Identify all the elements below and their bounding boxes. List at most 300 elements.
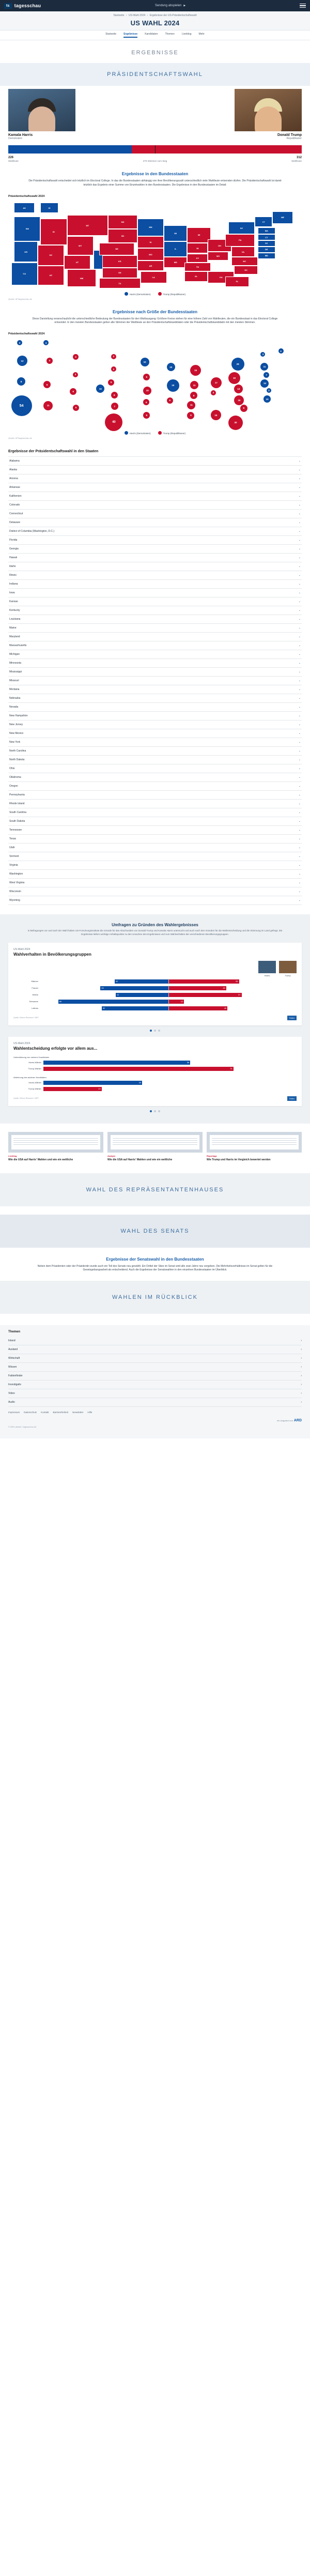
state-accordion-row[interactable]	[8, 650, 302, 659]
bubble-NJ[interactable]: 14	[260, 379, 269, 388]
bubble-MI[interactable]: 15	[190, 365, 201, 376]
mini-candidate-harris	[258, 961, 276, 977]
state-accordion-row[interactable]	[8, 606, 302, 615]
state-accordion-row[interactable]	[8, 641, 302, 650]
state-AL[interactable]: AL	[184, 271, 208, 282]
teaser-card[interactable]	[8, 1132, 103, 1162]
card2-share-button[interactable]: Teilen	[287, 1096, 297, 1101]
bubble-LA[interactable]: 8	[143, 412, 150, 419]
card1-share-button[interactable]: Teilen	[287, 1016, 297, 1020]
reason-label: Trump-Wähler	[28, 1067, 41, 1070]
state-OH[interactable]: OH	[208, 239, 231, 252]
dot-1[interactable]	[154, 1030, 156, 1032]
reason-row	[13, 1081, 297, 1085]
state-IN[interactable]: IN	[187, 243, 208, 253]
bubble-OH[interactable]: 17	[211, 377, 222, 388]
state-WY[interactable]: WY	[67, 236, 94, 255]
bubble-MT[interactable]: 4	[73, 354, 79, 360]
ard-logo	[8, 1414, 302, 1422]
footer-item-label: Video	[8, 1392, 15, 1395]
bubble-SD[interactable]: 3	[111, 366, 116, 372]
bubble-AR[interactable]: 6	[143, 399, 149, 405]
candidate-photo-trump	[235, 89, 302, 131]
state-AR[interactable]: AR	[137, 260, 164, 271]
bubble-CT[interactable]: 7	[264, 372, 269, 378]
chevron-down-icon: ⌄	[298, 503, 301, 507]
bubble-NM[interactable]: 5	[73, 405, 79, 411]
state-accordion-label: Oregon	[9, 785, 18, 788]
reason-row	[13, 1067, 297, 1071]
state-accordion-label: Kalifornien	[9, 495, 22, 498]
bubble-HI[interactable]: 4	[43, 340, 49, 345]
state-accordion-row[interactable]	[8, 457, 302, 466]
bubble-SC[interactable]: 9	[240, 405, 247, 412]
mini-photo-harris	[258, 961, 276, 973]
state-accordion-label: Wyoming	[9, 899, 20, 902]
electoral-sublabel-right: Wahlleute	[291, 160, 302, 162]
bubble-IN[interactable]: 11	[190, 381, 198, 389]
footer	[0, 1325, 310, 1438]
chevron-down-icon: ⌄	[298, 635, 301, 638]
chevron-down-icon: ⌄	[298, 600, 301, 603]
state-AZ[interactable]: AZ	[38, 266, 64, 285]
state-LA[interactable]: LA	[141, 271, 167, 284]
reason-row	[13, 1087, 297, 1091]
vs-divider	[75, 130, 235, 140]
voter-group-label: Männer	[31, 980, 38, 983]
state-NM[interactable]: NM	[67, 269, 97, 287]
state-accordion-row[interactable]	[8, 668, 302, 677]
dot-2[interactable]	[158, 1030, 160, 1032]
state-accordion-row[interactable]	[8, 887, 302, 896]
state-accordion-row[interactable]	[8, 554, 302, 562]
bubble-DE[interactable]: 3	[267, 388, 271, 393]
chevron-right-icon: ›	[301, 1374, 302, 1377]
chevron-down-icon: ⌄	[298, 855, 301, 858]
state-ND[interactable]: ND	[108, 215, 137, 229]
card2-block1-label: Unterstützung von meinem Kandidaten	[13, 1055, 50, 1059]
nav-item-ergebnisse[interactable]: Ergebnisse	[123, 33, 137, 38]
state-accordion-row[interactable]	[8, 879, 302, 887]
state-accordion-label: Maine	[9, 626, 17, 630]
card2-block2-bars	[13, 1081, 297, 1091]
state-accordion-row[interactable]	[8, 677, 302, 685]
nav-item-liveblog[interactable]: Liveblog	[181, 33, 192, 36]
bar-rep	[169, 1000, 184, 1004]
state-accordion-row[interactable]	[8, 747, 302, 756]
bubble-TN[interactable]: 11	[187, 401, 195, 409]
bubble-NC[interactable]: 16	[234, 395, 244, 405]
brand-area[interactable]	[4, 3, 41, 9]
bubble-MA[interactable]: 11	[260, 363, 268, 371]
footer-item[interactable]	[8, 1372, 302, 1381]
state-accordion-row[interactable]	[8, 527, 302, 536]
teaser-title: Wie die USA auf Harris' Wahlen und wie ein weltliche	[8, 1158, 73, 1161]
bubble-OR[interactable]: 8	[17, 377, 25, 386]
footer-link[interactable]: Newsletter	[72, 1411, 84, 1414]
state-accordion-row[interactable]	[8, 492, 302, 501]
state-TN[interactable]: TN	[184, 263, 211, 271]
state-accordion-row[interactable]	[8, 826, 302, 835]
state-accordion-label: Iowa	[9, 591, 15, 594]
nav-item-startseite[interactable]: Startseite	[105, 33, 117, 36]
chevron-down-icon: ⌄	[298, 477, 301, 480]
state-MT[interactable]: MT	[67, 215, 109, 236]
state-AK[interactable]: AK	[14, 203, 35, 213]
map-caption: Präsidentschaftswahl 2024	[8, 194, 45, 198]
state-GA[interactable]: GA	[208, 271, 234, 284]
state-NY[interactable]: NY	[228, 222, 255, 234]
chevron-down-icon: ⌄	[298, 811, 301, 814]
bubble-legend-dem: Harris (Demokraten)	[125, 431, 151, 435]
play-icon: ▶	[183, 4, 186, 7]
us-bubble-map[interactable]	[8, 338, 302, 428]
bubble-GA[interactable]: 16	[211, 410, 221, 420]
reason-bar	[43, 1061, 190, 1065]
senate-text: Neben dem Präsidenten oder der Präsidentin wurde auch ein Teil des Senats neu gewählt. Ein Drittel der Sitze im Senat wird alle zwei Jahre neu vergeben. Die Mehrheitsverhältnisse im Senat gelten für die Gesetzgebungsarbeit als entscheidend. Auch die Ergebnisse der Senatswahlen in den einzelnen Bundesstaaten im Überblick.	[37, 1264, 273, 1272]
mini-candidate-trump	[279, 961, 297, 977]
reason-bar	[43, 1081, 142, 1085]
teaser-image	[107, 1132, 203, 1153]
state-accordion-label: Missouri	[9, 679, 19, 682]
survey-carousel-dots-1[interactable]	[0, 1025, 310, 1032]
dot2-1[interactable]	[154, 1110, 156, 1112]
chevron-down-icon: ⌄	[298, 582, 301, 586]
state-MA[interactable]: MA	[258, 227, 275, 235]
state-accordion-label: Montana	[9, 688, 20, 691]
footer-item-label: Wirtschaft	[8, 1357, 20, 1360]
state-accordion-row[interactable]	[8, 808, 302, 817]
state-accordion-row[interactable]	[8, 659, 302, 668]
state-MS[interactable]: MS	[164, 257, 187, 267]
state-HI[interactable]: HI	[40, 203, 58, 213]
bubble-VA[interactable]: 13	[234, 385, 243, 393]
bubble-NV[interactable]: 6	[43, 381, 51, 388]
footer-link[interactable]: Impressum	[8, 1411, 20, 1414]
footer-item-label: Wissen	[8, 1366, 17, 1369]
state-DE[interactable]: DE	[258, 247, 275, 253]
state-accordion-row[interactable]	[8, 518, 302, 527]
chevron-down-icon: ⌄	[298, 881, 301, 884]
footer-link[interactable]: Datenschutz	[24, 1411, 37, 1414]
state-SC[interactable]: SC	[234, 266, 257, 274]
reason-bar-value: 23	[98, 1087, 101, 1090]
state-KY[interactable]: KY	[187, 254, 208, 263]
state-WA[interactable]: WA	[14, 217, 40, 241]
state-accordion-row[interactable]	[8, 510, 302, 518]
bubble-OK[interactable]: 7	[111, 403, 118, 410]
breadcrumb-item-0[interactable]: Startseite	[113, 14, 125, 17]
footer-item-list	[8, 1337, 302, 1407]
state-accordion-label: Michigan	[9, 653, 20, 656]
chevron-down-icon: ⌄	[298, 486, 301, 489]
bubble-FL[interactable]: 30	[228, 416, 243, 430]
bubble-AK[interactable]: 3	[17, 340, 22, 345]
footer-link[interactable]: Kontakt	[41, 1411, 49, 1414]
state-accordion-row[interactable]	[8, 870, 302, 879]
state-accordion-row[interactable]	[8, 782, 302, 791]
voter-group-bars	[40, 992, 297, 998]
state-accordion-label: Alabama	[9, 459, 20, 463]
chevron-right-icon: ›	[301, 1392, 302, 1395]
footer-item[interactable]	[8, 1398, 302, 1407]
bubble-UT[interactable]: 6	[70, 388, 76, 395]
state-IA[interactable]: IA	[137, 236, 164, 249]
state-TX[interactable]: TX	[99, 278, 141, 288]
state-ID[interactable]: ID	[40, 219, 67, 245]
state-accordion-row[interactable]	[8, 773, 302, 782]
state-accordion-row[interactable]	[8, 791, 302, 800]
bubble-IA[interactable]: 6	[143, 374, 150, 380]
chevron-down-icon: ⌄	[298, 539, 301, 542]
state-VT[interactable]: VT	[255, 217, 272, 227]
state-accordion-label: Rhode Island	[9, 802, 25, 805]
chevron-down-icon: ⌄	[298, 767, 301, 770]
bubble-section	[0, 300, 310, 440]
card1-title: Wahlverhalten in Bevölkerungsgruppen	[13, 952, 91, 957]
chevron-down-icon: ⌄	[298, 872, 301, 876]
footer-title: Themen	[8, 1330, 21, 1333]
teaser-kicker: Liveblog	[8, 1154, 17, 1157]
voter-group-bars	[40, 986, 297, 991]
state-accordion-label: Wisconsin	[9, 890, 21, 893]
chevron-down-icon: ⌄	[298, 802, 301, 805]
bubble-CO[interactable]: 10	[96, 385, 104, 393]
bubble-WA[interactable]: 12	[17, 356, 27, 366]
bubble-KY[interactable]: 8	[190, 392, 197, 399]
voter-group-row	[13, 992, 297, 998]
state-ME[interactable]: ME	[272, 211, 293, 224]
state-WV[interactable]: WV	[208, 252, 228, 260]
state-accordion-row[interactable]	[8, 896, 302, 905]
footer-link[interactable]: Barrierefreiheit	[53, 1411, 69, 1414]
state-NE[interactable]: NE	[99, 243, 134, 255]
state-accordion-row[interactable]	[8, 703, 302, 712]
state-OR[interactable]: OR	[14, 241, 37, 263]
card1-group-bars	[13, 979, 297, 1011]
state-accordion-row[interactable]	[8, 624, 302, 633]
bubble-legend	[8, 428, 302, 435]
copyright: © ARD-aktuell / tagesschau.de	[8, 1425, 37, 1428]
bar-rep-value: 46	[224, 1007, 227, 1009]
state-IL[interactable]: IL	[164, 241, 187, 257]
bubble-WV[interactable]: 4	[211, 390, 216, 395]
state-accordion-row[interactable]	[8, 800, 302, 808]
state-MI[interactable]: MI	[187, 227, 210, 243]
footer-item[interactable]	[8, 1389, 302, 1398]
dot2-0[interactable]	[150, 1110, 152, 1112]
chevron-right-icon: ›	[301, 1401, 302, 1404]
electoral-bar-rep	[132, 145, 302, 154]
chevron-down-icon: ⌄	[298, 574, 301, 577]
majority-marker	[155, 145, 156, 154]
state-accordion-row[interactable]	[8, 474, 302, 483]
bubble-CA[interactable]: 54	[11, 395, 32, 416]
bubble-MN[interactable]: 10	[141, 358, 149, 366]
state-OK[interactable]: OK	[102, 268, 137, 278]
state-accordion-row[interactable]	[8, 580, 302, 589]
map-legend	[8, 289, 302, 296]
chevron-right-icon: ›	[301, 1366, 302, 1369]
state-accordion-row[interactable]	[8, 501, 302, 510]
state-NC[interactable]: NC	[231, 257, 258, 266]
legend-dem: Harris (Demokraten)	[125, 292, 151, 296]
bubble-MD[interactable]: 10	[264, 395, 271, 403]
state-accordion-row[interactable]	[8, 852, 302, 861]
play-broadcast-button[interactable]	[155, 4, 185, 7]
state-accordion-row[interactable]	[8, 571, 302, 580]
chevron-down-icon: ⌄	[298, 706, 301, 709]
chevron-down-icon: ⌄	[298, 468, 301, 471]
state-accordion-row[interactable]	[8, 597, 302, 606]
candidate-party-harris: Demokraten	[8, 137, 23, 140]
state-accordion-label: Arkansas	[9, 486, 20, 489]
bubble-AZ[interactable]: 11	[43, 401, 53, 410]
hamburger-icon[interactable]	[300, 4, 306, 8]
page-title: US WAHL 2024	[130, 19, 180, 27]
state-accordion-label: Oklahoma	[9, 776, 21, 779]
nav-item-themen[interactable]: Themen	[165, 33, 175, 36]
footer-item[interactable]	[8, 1345, 302, 1354]
state-accordion-row[interactable]	[8, 720, 302, 729]
state-accordion-row[interactable]	[8, 729, 302, 738]
state-accordion-row[interactable]	[8, 844, 302, 852]
reason-bar-value: 58	[187, 1061, 190, 1064]
state-CT[interactable]: CT	[258, 234, 275, 240]
chevron-down-icon: ⌄	[298, 459, 301, 463]
bubble-TX[interactable]: 40	[105, 413, 122, 431]
state-VA[interactable]: VA	[231, 247, 255, 257]
state-accordion-row[interactable]	[8, 861, 302, 870]
bubble-NY[interactable]: 28	[231, 358, 244, 371]
nav-item-mehr[interactable]: Mehr	[198, 33, 205, 36]
us-state-map[interactable]	[8, 201, 302, 289]
surveys-subtext: In Befragungen vor und nach der Wahl haben US-Forschungsinstitute die Gründe für das Abschneiden von Donald Trump und Kamala Harris untersucht und auch nach den Gründen für die Wahlentscheidung und die Stimmung im Land gefragt. Die Ergebnisse liefern wichtige Anhaltspunkte zu den Ursachen des Ergebnisses und zum Wahlverhalten der verschiedenen Bevölkerungsgruppen.	[27, 929, 283, 936]
state-accordion-row[interactable]	[8, 633, 302, 641]
reason-bar-value: 39	[138, 1081, 142, 1084]
bubble-PA[interactable]: 19	[228, 372, 240, 384]
bubble-WY[interactable]: 3	[73, 372, 78, 377]
state-accordion-row[interactable]	[8, 817, 302, 826]
play-label: Sendung abspielen	[154, 4, 182, 7]
state-accordion-label: Vermont	[9, 855, 19, 858]
state-accordion-row[interactable]	[8, 545, 302, 554]
chevron-down-icon: ⌄	[298, 741, 301, 744]
footer-link[interactable]: Hilfe	[87, 1411, 92, 1414]
bubble-IL[interactable]: 19	[167, 379, 179, 392]
state-FL[interactable]: FL	[225, 277, 249, 287]
card1-footer	[13, 1013, 297, 1020]
state-accordion-row[interactable]	[8, 536, 302, 545]
chevron-down-icon: ⌄	[298, 530, 301, 533]
footer-item[interactable]	[8, 1337, 302, 1345]
footer-item[interactable]	[8, 1381, 302, 1389]
state-accordion-row[interactable]	[8, 615, 302, 624]
state-accordion-label: District of Columbia (Washington, D.C.)	[9, 530, 55, 533]
state-MO[interactable]: MO	[137, 248, 164, 260]
bubble-MS[interactable]: 6	[167, 397, 173, 404]
state-accordion-row[interactable]	[8, 694, 302, 703]
bar-rep-value: 45	[223, 987, 225, 989]
bubble-MO[interactable]: 10	[143, 387, 151, 395]
state-accordion-row[interactable]	[8, 466, 302, 474]
chevron-down-icon: ⌄	[298, 864, 301, 867]
breadcrumb-item-1[interactable]: US-Wahl 2024	[128, 14, 146, 17]
dot-0[interactable]	[150, 1030, 152, 1032]
chevron-down-icon: ⌄	[298, 793, 301, 796]
teaser-card[interactable]	[207, 1132, 302, 1162]
footer-item[interactable]	[8, 1363, 302, 1372]
card1-kicker: US-Wahl 2024	[13, 947, 30, 951]
teaser-title: Wie die USA auf Harris' Wahlen und wie ein weltliche	[107, 1158, 173, 1161]
chevron-down-icon: ⌄	[298, 723, 301, 726]
nav-item-kandidaten[interactable]: Kandidaten	[145, 33, 158, 36]
bubble-VT[interactable]: 3	[260, 352, 265, 357]
breadcrumb-item-2: Ergebnisse der US-Präsidentschaftswahl	[149, 14, 197, 17]
bubble-WI[interactable]: 10	[167, 363, 175, 371]
state-NV[interactable]: NV	[38, 245, 64, 266]
majority-note: 270 Stimmen zum Sieg	[143, 160, 167, 162]
chevron-down-icon: ⌄	[298, 899, 301, 902]
bubble-KS[interactable]: 6	[111, 392, 118, 398]
dot2-2[interactable]	[158, 1110, 160, 1112]
map-source: Quelle: AP/tagesschau.de	[8, 297, 33, 300]
candidate-comparison	[0, 86, 310, 140]
state-accordion-row[interactable]	[8, 738, 302, 747]
bar-dem	[58, 1000, 168, 1004]
network-logo-text: ARD	[293, 1419, 302, 1422]
state-NJ[interactable]: NJ	[258, 240, 275, 247]
senate-heading: Ergebnisse der Senatswahl in den Bundesstaaten	[106, 1256, 204, 1262]
state-accordion-row[interactable]	[8, 483, 302, 492]
state-PA[interactable]: PA	[225, 234, 255, 247]
state-MD[interactable]: MD	[258, 253, 275, 259]
survey-carousel-dots-2[interactable]	[0, 1106, 310, 1112]
voter-group-label: Latinos	[32, 1007, 38, 1009]
state-UT[interactable]: UT	[64, 255, 90, 269]
state-accordion-label: New York	[9, 741, 21, 744]
teaser-card[interactable]	[107, 1132, 203, 1162]
bubble-ND[interactable]: 3	[111, 354, 116, 359]
state-MN[interactable]: MN	[137, 219, 164, 236]
bubble-AL[interactable]: 9	[187, 412, 194, 419]
state-accordion-row[interactable]	[8, 835, 302, 844]
state-WI[interactable]: WI	[164, 225, 187, 241]
state-accordion-row[interactable]	[8, 756, 302, 764]
state-SD[interactable]: SD	[108, 229, 137, 243]
bar-dem	[102, 1006, 168, 1010]
state-accordion-label: Maryland	[9, 635, 20, 638]
state-accordion-row[interactable]	[8, 562, 302, 571]
state-CA[interactable]: CA	[11, 263, 38, 285]
bubble-NE[interactable]: 5	[108, 379, 114, 386]
bubble-ID[interactable]: 4	[47, 358, 53, 364]
state-accordion-label: Georgia	[9, 547, 19, 550]
state-accordion-row[interactable]	[8, 589, 302, 597]
state-KS[interactable]: KS	[102, 255, 137, 268]
chevron-down-icon: ⌄	[298, 820, 301, 823]
state-accordion-label: Ohio	[9, 767, 15, 770]
footer-item[interactable]	[8, 1354, 302, 1363]
voter-group-row	[13, 1006, 297, 1011]
bubble-ME[interactable]: 4	[278, 348, 284, 354]
state-accordion-row[interactable]	[8, 764, 302, 773]
electoral-heading: Ergebnisse in den Bundesstaaten	[121, 172, 189, 176]
state-accordion-row[interactable]	[8, 685, 302, 694]
chevron-right-icon: ›	[301, 1357, 302, 1360]
state-accordion-label: Kansas	[9, 600, 18, 603]
state-accordion-row[interactable]	[8, 712, 302, 720]
